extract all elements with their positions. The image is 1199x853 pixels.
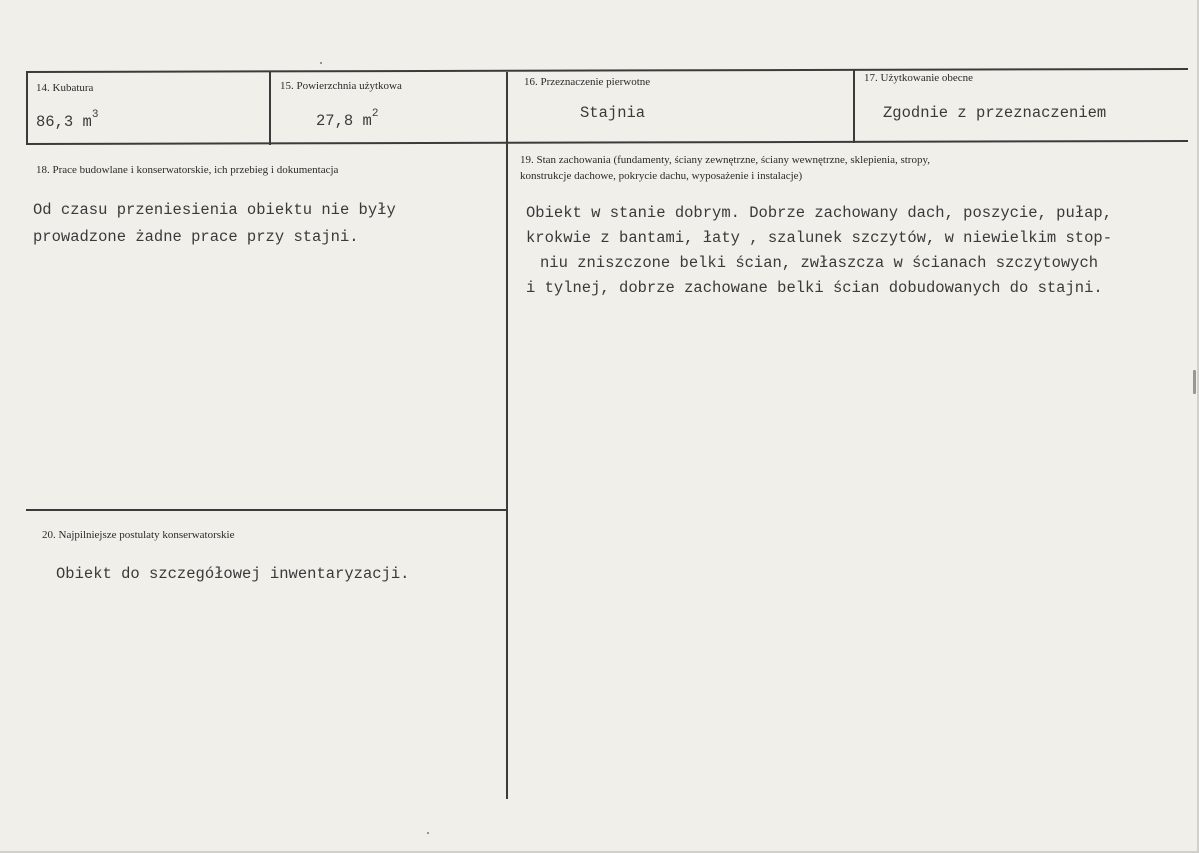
paper-speck <box>1193 370 1196 394</box>
field-19-line-3: niu zniszczone belki ścian, zwłaszcza w ścianach szczytowych <box>540 254 1099 272</box>
row-rule-1 <box>26 140 1188 145</box>
col-rule-2 <box>506 72 508 799</box>
field-19-line-1: Obiekt w stanie dobrym. Dobrze zachowany dach, poszycie, pułap, <box>526 204 1112 222</box>
field-19-line-4: i tylnej, dobrze zachowane belki ścian dobudowanych do stajni. <box>526 279 1103 297</box>
usable-area-value: 27,8 m <box>316 112 372 131</box>
field-20-label: 20. Najpilniejsze postulaty konserwatorskie <box>42 529 235 541</box>
col-rule-1 <box>269 72 271 145</box>
field-17-label: 17. Użytkowanie obecne <box>864 72 974 84</box>
top-rule <box>26 68 1188 73</box>
field-16-label: 16. Przeznaczenie pierwotne <box>524 76 651 88</box>
field-15-label: 15. Powierzchnia użytkowa <box>280 80 402 92</box>
field-17-value: Zgodnie z przeznaczeniem <box>883 104 1107 122</box>
field-19-label-line-1: 19. Stan zachowania (fundamenty, ściany zewnętrzne, ściany wewnętrzne, sklepienia, stropy, <box>520 154 931 166</box>
field-15-value <box>316 105 378 134</box>
cubature-value: 86,3 m <box>36 113 92 132</box>
col-rule-3 <box>853 70 855 143</box>
left-border <box>26 72 28 145</box>
field-14-label: 14. Kubatura <box>36 82 94 94</box>
field-18-label: 18. Prace budowlane i konserwatorskie, ich przebieg i dokumentacja <box>36 164 339 176</box>
field-18-line-1: Od czasu przeniesienia obiektu nie były <box>33 201 396 219</box>
field-14-value <box>36 106 98 135</box>
field-16-value: Stajnia <box>580 104 646 122</box>
field-18-line-2: prowadzone żadne prace przy stajni. <box>33 228 359 246</box>
paper-speck <box>320 62 322 64</box>
row-rule-2 <box>26 509 508 511</box>
area-unit-exponent: 2 <box>371 108 379 120</box>
cubature-unit-exponent: 3 <box>91 109 99 121</box>
paper-speck <box>427 832 429 834</box>
field-19-label-line-2: konstrukcje dachowe, pokrycie dachu, wyposażenie i instalacje) <box>520 170 803 182</box>
field-19-line-2: krokwie z bantami, łaty , szalunek szczytów, w niewielkim stop- <box>526 229 1112 247</box>
field-20-value: Obiekt do szczegółowej inwentaryzacji. <box>56 565 410 583</box>
